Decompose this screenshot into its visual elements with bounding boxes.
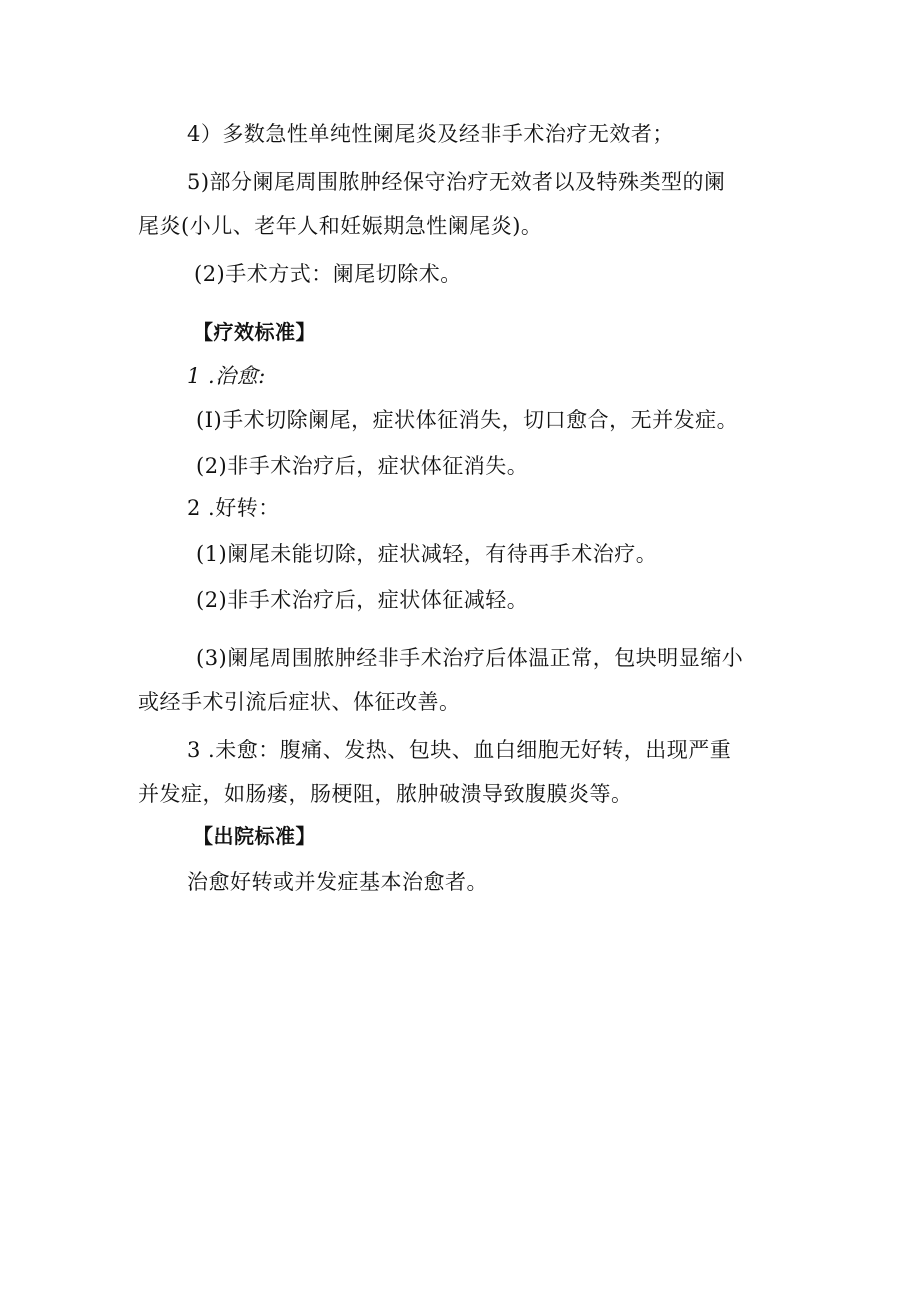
cure-item-1: (I)手术切除阑尾，症状体征消失，切口愈合，无并发症。 [196,408,739,432]
cure-item-2: (2)非手术治疗后，症状体征消失。 [196,454,529,478]
discharge-heading: 【出院标准】 [193,824,316,848]
improved-label: 2 .好转： [187,496,280,520]
surgery-method: (2)手术方式：阑尾切除术。 [194,262,462,286]
improved-item-1: (1)阑尾未能切除，症状减轻，有待再手术治疗。 [196,542,658,566]
improved-item-2: (2)非手术治疗后，症状体征减轻。 [196,588,529,612]
not-cured-line-2: 并发症，如肠瘘，肠梗阻，脓肿破溃导致腹膜炎等。 [138,782,633,806]
efficacy-heading: 【疗效标准】 [193,320,316,344]
cure-label: 1 .治愈: [187,364,266,388]
indication-item-5-line-2: 尾炎(小儿、老年人和妊娠期急性阑尾炎)。 [138,214,543,238]
indication-item-4: 4）多数急性单纯性阑尾炎及经非手术治疗无效者； [187,122,674,146]
improved-item-3-line-1: (3)阑尾周围脓肿经非手术治疗后体温正常，包块明显缩小 [196,646,744,670]
improved-item-3-line-2: 或经手术引流后症状、体征改善。 [138,690,461,714]
not-cured-line-1: 3 .未愈：腹痛、发热、包块、血白细胞无好转，出现严重 [187,738,732,762]
discharge-text: 治愈好转或并发症基本治愈者。 [187,870,488,894]
indication-item-5-line-1: 5)部分阑尾周围脓肿经保守治疗无效者以及特殊类型的阑 [187,170,726,194]
